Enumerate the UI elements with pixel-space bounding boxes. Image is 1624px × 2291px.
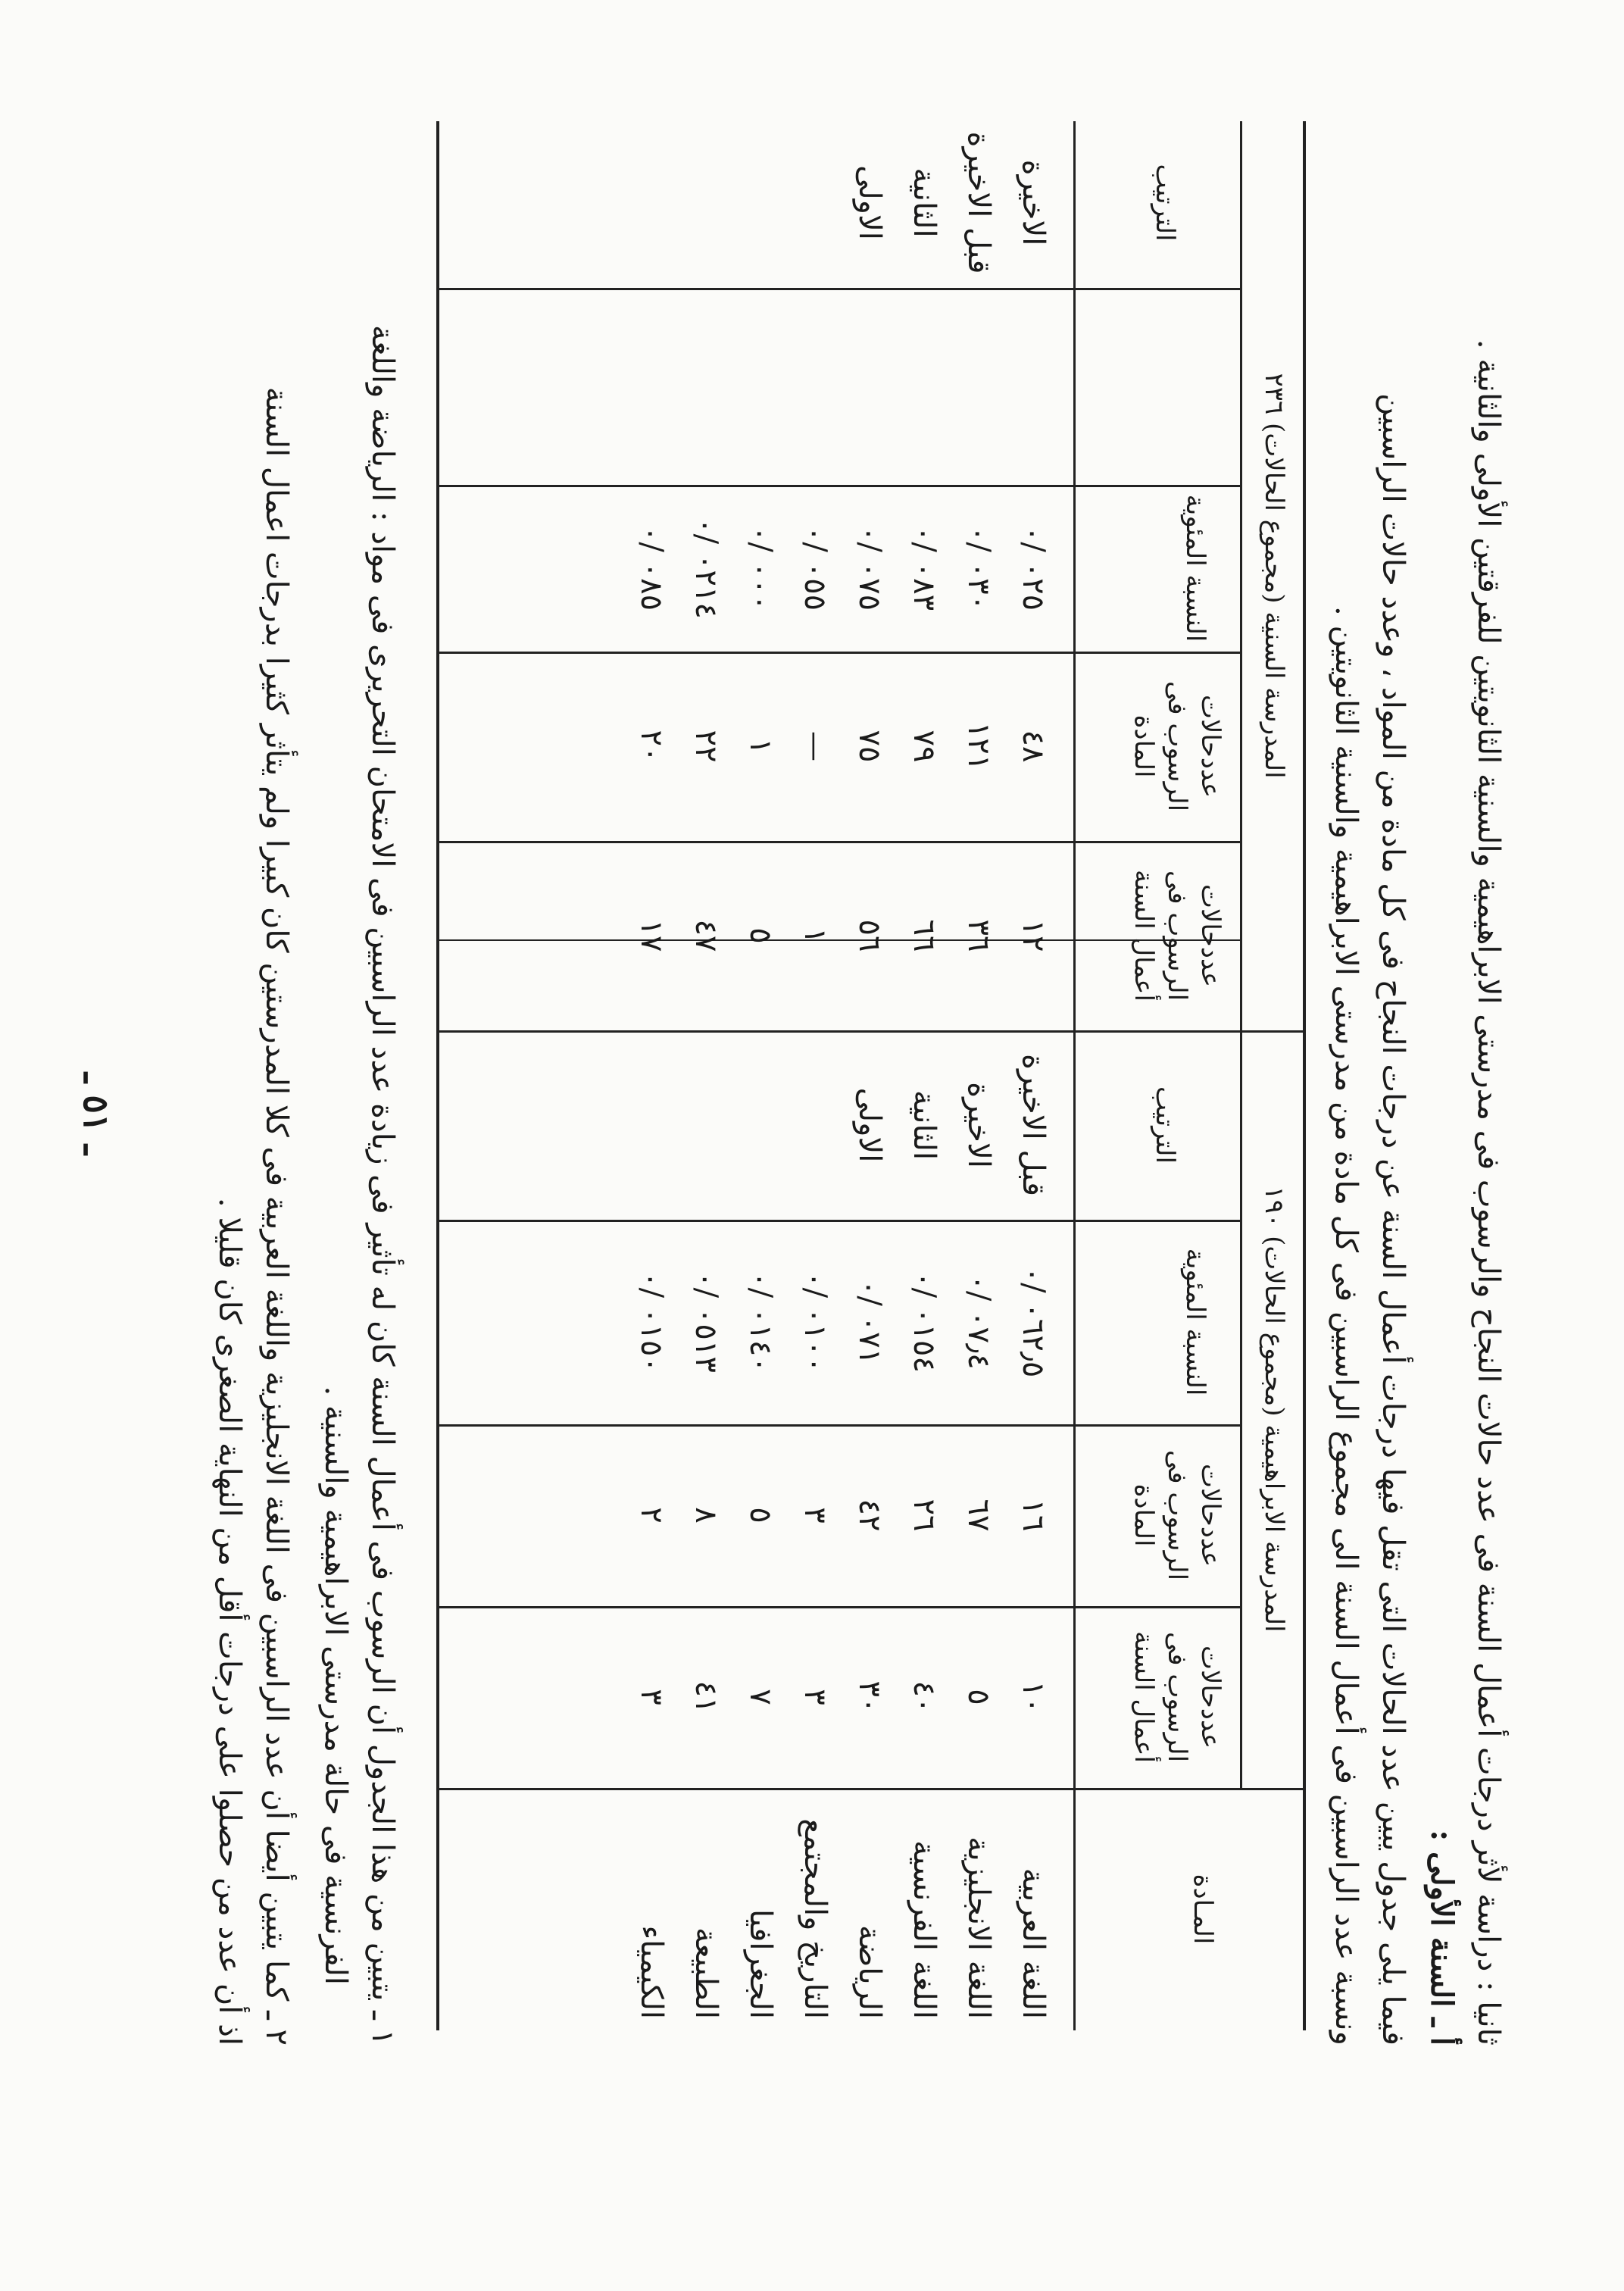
sania-title: المدرسة السنية (مجموع الحالات) ٢٣٦ — [1259, 373, 1289, 779]
subsection-heading: أ ـ السنة الأولى : — [1424, 1830, 1460, 2046]
note-1-line-1: ١ ـ يتبين من هذا الجدول أن الرسوب فى أعمال السنة كان له تأثير فى زيادة عدد الراسبين فى الامتحان التحريرى فى مواد : الرياضة واللغة — [365, 324, 400, 2046]
table-cell: ٣٠ — [852, 1680, 887, 1714]
table-cell: ٠٣٠ /٠ — [961, 525, 996, 611]
table-cell: ٣ — [798, 1507, 832, 1524]
table-cell: ٨ — [689, 1507, 723, 1524]
table-cell: ٣٦ — [961, 919, 996, 952]
ibrahimia-fail-classwork-column — [624, 1610, 1060, 1784]
table-cell: ٧٩ — [907, 730, 942, 763]
table-cell: ٠٨٥ /٠ — [634, 525, 669, 611]
table-cell: ٠١٠٠ /٠ — [798, 1271, 832, 1373]
table-cell: الثانية — [907, 167, 942, 238]
ibrahimia-header-percent: النسبة المئوية — [1180, 1248, 1210, 1396]
table-cell: ٥ — [961, 1689, 996, 1705]
ibrahimia-header-rank: الترتيب — [1150, 1086, 1180, 1164]
table-cell: قبل الاخيرة — [1016, 1054, 1051, 1196]
table-cell: الاولى — [852, 165, 887, 240]
table-cell: ٠٧٫٤ /٠ — [961, 1274, 996, 1370]
sania-header-fail-classwork: عددحالات الرسوب فى أعمال السنة — [1129, 870, 1226, 1002]
note-2-line-2: اذ أن عدد من حصلوا على درجات أقل من النهاية الصغرى كان قليلا . — [212, 1197, 247, 2046]
table-cell: الثانية — [907, 1089, 942, 1161]
table-cell: ٧٥ — [852, 730, 887, 763]
table-cell: ٠٥٥ /٠ — [798, 525, 832, 611]
subjects-column — [624, 1799, 1060, 2019]
table-cell: ٤١ — [689, 1680, 723, 1714]
subject-cell: اللغة العربية — [1016, 1867, 1051, 2019]
table-cell: ١٧ — [634, 919, 669, 952]
sania-fail-classwork-column — [624, 845, 1060, 1027]
table-cell: الاولى — [852, 1087, 887, 1163]
subject-cell: اللغة الانجليزية — [961, 1836, 996, 2019]
table-cell: ٠٦٢٫٥ /٠ — [1016, 1266, 1051, 1378]
sania-percent-column — [624, 489, 1060, 648]
ibrahimia-header-fail-subject: عددحالات الرسوب فى المادة — [1129, 1449, 1226, 1581]
sania-header-rank: الترتيب — [1150, 164, 1180, 242]
sania-rank-column — [842, 121, 1060, 284]
table-cell: ٢٢ — [689, 730, 723, 763]
table-cell: ١٢١ — [961, 721, 996, 771]
table-cell: ٢٠ — [634, 730, 669, 763]
table-cell: ٠٠٠ /٠ — [743, 525, 778, 611]
table-cell: ٦٦ — [907, 919, 942, 952]
table-cell: ٢ — [634, 1507, 669, 1524]
sania-header-percent: النسبة المئوية — [1180, 494, 1210, 642]
ibrahimia-percent-column — [624, 1224, 1060, 1421]
table-cell: ٧ — [743, 1689, 778, 1705]
subject-cell: الطبيعة — [689, 1927, 723, 2019]
table-cell: ٣ — [634, 1689, 669, 1705]
table-cell: ٠٢١٤ /٠ — [689, 517, 723, 619]
table-cell: ٣ — [798, 1689, 832, 1705]
table-cell: ٤٠ — [907, 1680, 942, 1714]
table-cell: ١٢ — [1016, 919, 1051, 952]
section-heading: ثانيا : دراسة لأثر درجات أعمال السنة فى عدد حالات النجاح والرسوب فى مدرستى الابراهيمية والسنية الثانويتين للفرقتين الأولى والثانية . — [1471, 339, 1506, 2046]
table-cell: قبل الاخيرة — [961, 131, 996, 274]
results-table — [436, 121, 1306, 2030]
subject-cell: الرياضة — [852, 1924, 887, 2019]
ibrahimia-fail-subject-column — [624, 1428, 1060, 1602]
ibrahimia-title: المدرسة الابراهيمية (مجموع الحالات) ١٩٠ — [1259, 1186, 1289, 1633]
table-cell: ٠٢٥ /٠ — [1016, 525, 1051, 611]
note-1-line-2: الفرنسية فى حالة مدرستى الابراهيمية والسنية . — [318, 1386, 353, 1985]
table-cell: ٥ — [743, 927, 778, 944]
table-cell: الاخيرة — [1016, 159, 1051, 246]
table-cell: ٢٦ — [907, 1499, 942, 1532]
intro-line-2: ونسبة عدد الراسبين فى أعمال السنة الى مجموع الراسبين فى كل مادة من مدرستى الابراهيمية والسنية الثانويتين . — [1329, 606, 1363, 2046]
sania-fail-subject-column — [624, 655, 1060, 837]
table-cell: ٤٨ — [1016, 730, 1051, 763]
table-cell: الاخيرة — [961, 1082, 996, 1168]
table-cell: ٥٦ — [852, 919, 887, 952]
table-cell: ٠١٤٠ /٠ — [743, 1271, 778, 1373]
table-cell: ٠٨٣ /٠ — [907, 525, 942, 611]
note-2-line-1: ٢ ـ كما يتبين أيضا أن عدد الراسبين فى اللغة الانجليزية واللغة العربية فى كلا المدرستين كان كبيرا ولم يتأثر كثيرا بدرجات اعمال السنة — [259, 386, 294, 2046]
ibrahimia-header-fail-classwork: عددحالات الرسوب فى أعمال السنة — [1129, 1631, 1226, 1763]
page-number: ـ ٥١ ـ — [76, 1072, 117, 1155]
subject-cell: التاريخ والمجتمع — [798, 1818, 832, 2019]
subject-cell: اللغة الفرنسية — [907, 1840, 942, 2019]
table-cell: ٠١٥٠ /٠ — [634, 1271, 669, 1373]
table-cell: ٦٧ — [961, 1499, 996, 1532]
table-cell: ٠٧٥ /٠ — [852, 525, 887, 611]
table-cell: ٠١٥٤ /٠ — [907, 1271, 942, 1373]
table-cell: ٠٧١ /٠ — [852, 1279, 887, 1365]
ibrahimia-rank-column — [842, 1034, 1060, 1216]
subject-header: المـادة — [1188, 1874, 1218, 1945]
table-cell: — — [798, 731, 832, 761]
table-cell: ٤٧ — [689, 919, 723, 952]
sania-header-fail-subject: عددحالات الرسوب فى المادة — [1129, 680, 1226, 812]
table-cell: ٤٢ — [852, 1499, 887, 1532]
table-cell: ٥ — [743, 1507, 778, 1524]
subject-cell: الجغرافيا — [743, 1909, 778, 2019]
intro-line-1: فيما يلى جدول يبين عدد الحالات التى تقل فيها درجات أعمال السنة عن درجات النجاح فى كل مادة من المواد ، وعدد حالات الراسبين — [1376, 393, 1410, 2046]
table-cell: ١٠ — [1016, 1680, 1051, 1714]
table-cell: ٠٥١٣ /٠ — [689, 1271, 723, 1373]
table-cell: ١ — [798, 927, 832, 944]
subject-cell: الكيمياء — [634, 1925, 669, 2019]
table-cell: ١ — [743, 738, 778, 755]
table-cell: ١٦ — [1016, 1499, 1051, 1532]
